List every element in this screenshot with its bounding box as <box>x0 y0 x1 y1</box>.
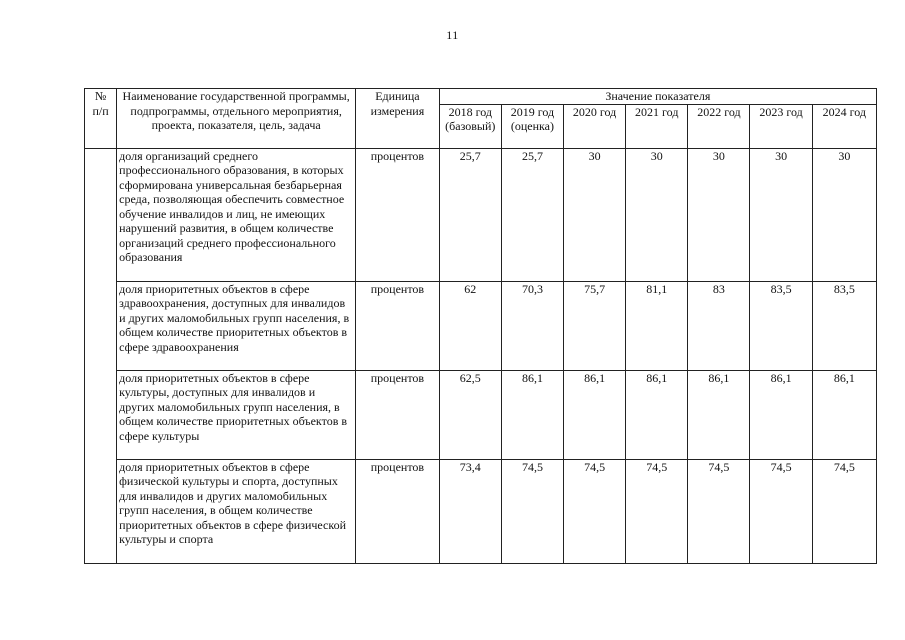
row-num <box>85 148 117 563</box>
row-value: 25,7 <box>439 148 501 281</box>
indicators-table <box>84 88 877 564</box>
header-year: 2024 год <box>812 104 876 148</box>
row-unit: процентов <box>356 148 440 281</box>
table-row <box>85 370 877 459</box>
row-value: 86,1 <box>688 370 750 459</box>
row-value: 83,5 <box>750 281 812 370</box>
header-year: 2019 год (оценка) <box>501 104 563 148</box>
table-row <box>85 459 877 563</box>
row-value: 30 <box>812 148 876 281</box>
row-value: 74,5 <box>688 459 750 563</box>
table-header <box>85 89 877 149</box>
row-value: 70,3 <box>501 281 563 370</box>
row-value: 74,5 <box>812 459 876 563</box>
page-number: 11 <box>446 28 459 42</box>
header-row-top <box>85 89 877 105</box>
row-value: 62,5 <box>439 370 501 459</box>
row-name: доля организаций среднего профессионального образования, в которых сформирована универсальная безбарьерная среда, позволяющая обеспечить совместное обучение инвалидов и лиц, не имеющих нарушений развития, в общем количестве организаций среднего профессионального образования <box>117 148 356 281</box>
row-value: 62 <box>439 281 501 370</box>
row-unit: процентов <box>356 459 440 563</box>
row-value: 30 <box>626 148 688 281</box>
row-value: 86,1 <box>501 370 563 459</box>
row-value: 83 <box>688 281 750 370</box>
row-value: 86,1 <box>564 370 626 459</box>
table-row <box>85 148 877 281</box>
row-value: 74,5 <box>501 459 563 563</box>
header-year: 2021 год <box>626 104 688 148</box>
row-value: 83,5 <box>812 281 876 370</box>
row-name: доля приоритетных объектов в сфере физической культуры и спорта, доступных для инвалидов и других маломобильных групп населения, в общем количестве приоритетных объектов в сфере физической культуры и спорта <box>117 459 356 563</box>
row-value: 30 <box>750 148 812 281</box>
row-value: 74,5 <box>626 459 688 563</box>
row-value: 86,1 <box>812 370 876 459</box>
header-year: 2023 год <box>750 104 812 148</box>
row-value: 73,4 <box>439 459 501 563</box>
row-value: 75,7 <box>564 281 626 370</box>
header-year: 2020 год <box>564 104 626 148</box>
row-value: 30 <box>564 148 626 281</box>
row-value: 74,5 <box>564 459 626 563</box>
row-value: 86,1 <box>626 370 688 459</box>
row-value: 86,1 <box>750 370 812 459</box>
header-name: Наименование государственной программы, подпрограммы, отдельного мероприятия, проекта, показателя, цель, задача <box>117 89 356 149</box>
row-value: 81,1 <box>626 281 688 370</box>
table-row <box>85 281 877 370</box>
row-value: 25,7 <box>501 148 563 281</box>
header-year: 2018 год (базовый) <box>439 104 501 148</box>
row-value: 30 <box>688 148 750 281</box>
row-name: доля приоритетных объектов в сфере здравоохранения, доступных для инвалидов и других маломобильных групп населения, в общем количестве приоритетных объектов в сфере здравоохранения <box>117 281 356 370</box>
table-body <box>85 148 877 563</box>
header-num: № п/п <box>85 89 117 149</box>
row-name: доля приоритетных объектов в сфере культуры, доступных для инвалидов и других маломобильных групп населения, в общем количестве приоритетных объектов в сфере культуры <box>117 370 356 459</box>
row-unit: процентов <box>356 281 440 370</box>
header-year: 2022 год <box>688 104 750 148</box>
row-unit: процентов <box>356 370 440 459</box>
header-unit: Единица измерения <box>356 89 440 149</box>
header-values-group: Значение показателя <box>439 89 876 105</box>
row-value: 74,5 <box>750 459 812 563</box>
